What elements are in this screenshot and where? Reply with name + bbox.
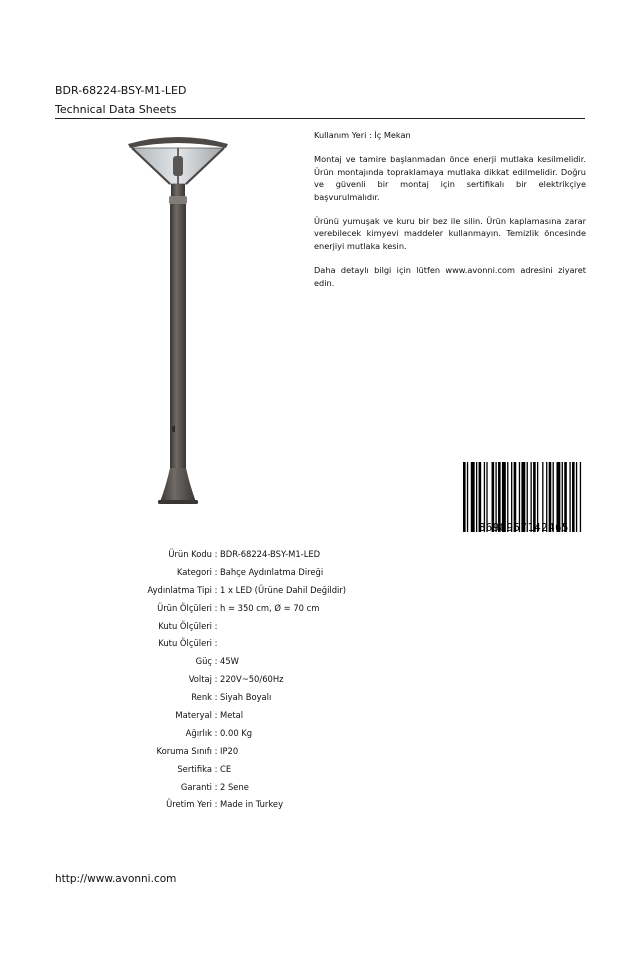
spec-row: [60, 706, 480, 724]
spec-separator: :: [214, 692, 218, 703]
spec-value: 2 Sene: [220, 781, 249, 792]
spec-label: Kutu Ölçüleri: [158, 620, 212, 631]
spec-label: Renk: [191, 692, 212, 703]
barcode-number: 8698957142465: [479, 522, 569, 534]
spec-separator: :: [214, 638, 218, 649]
spec-label: Kategori: [176, 566, 212, 577]
spec-label: Kutu Ölçüleri: [158, 638, 212, 649]
spec-label: Materyal: [175, 709, 212, 720]
spec-label: Voltaj: [188, 674, 212, 685]
spec-row: [60, 581, 480, 599]
spec-value: BDR-68224-BSY-M1-LED: [220, 548, 321, 559]
spec-row: [60, 688, 480, 706]
spec-separator: :: [214, 763, 218, 774]
spec-row: [60, 778, 480, 796]
spec-separator: :: [214, 656, 218, 667]
spec-separator: :: [214, 709, 218, 720]
spec-value: Bahçe Aydınlatma Direği: [220, 566, 324, 577]
header-divider: [55, 118, 585, 119]
document-header: [55, 84, 585, 117]
spec-value: Metal: [220, 709, 244, 720]
usage-location: Kullanım Yeri : İç Mekan: [314, 130, 411, 140]
spec-value: 0.00 Kg: [220, 727, 253, 738]
cleaning-paragraph: Ürünü yumuşak ve kuru bir bez ile silin. Ürün kaplamasına zarar verebilecek kimyevi maddeler kullanmayın. Temizlik öncesinde enerjiyi mutlaka kesin.: [314, 216, 586, 251]
lamp-base: [160, 468, 196, 502]
spec-value: Made in Turkey: [220, 799, 284, 810]
spec-label: Güç: [195, 656, 212, 667]
spec-value: Siyah Boyalı: [220, 692, 272, 703]
spec-separator: :: [214, 799, 218, 810]
document-subtitle: Technical Data Sheets: [55, 103, 177, 116]
footer-website-url: http://www.avonni.com: [55, 873, 177, 885]
spec-separator: :: [214, 781, 218, 792]
spec-label: Ağırlık: [185, 727, 212, 738]
spec-row: [60, 742, 480, 760]
spec-value: h = 350 cm, Ø = 70 cm: [220, 602, 320, 613]
spec-table: [60, 545, 480, 813]
spec-label: Aydınlatma Tipi: [147, 584, 212, 595]
spec-separator: :: [214, 602, 218, 613]
spec-row: [60, 617, 480, 635]
spec-separator: :: [214, 745, 218, 756]
spec-label: Üretim Yeri: [166, 799, 212, 810]
spec-row: [60, 724, 480, 742]
spec-label: Garanti: [180, 781, 212, 792]
spec-label: Koruma Sınıfı: [156, 745, 212, 756]
spec-label: Sertifika: [177, 763, 212, 774]
spec-separator: :: [214, 674, 218, 685]
spec-label: Ürün Kodu: [168, 548, 212, 559]
spec-value: CE: [220, 763, 232, 774]
spec-row: [60, 652, 480, 670]
spec-row: [60, 563, 480, 581]
product-image: [124, 130, 232, 508]
spec-value: 1 x LED (Ürüne Dahil Değildir): [220, 584, 347, 595]
spec-value: 220V~50/60Hz: [220, 674, 284, 685]
usage-info: [314, 129, 586, 301]
website-paragraph: Daha detaylı bilgi için lütfen www.avonni.com adresini ziyaret edin.: [314, 265, 586, 288]
spec-label: Ürün Ölçüleri: [157, 602, 212, 613]
lamp-cap: [128, 137, 228, 148]
spec-value: 45W: [220, 656, 239, 667]
spec-row: [60, 634, 480, 652]
spec-value: IP20: [220, 745, 239, 756]
spec-separator: :: [214, 620, 218, 631]
lamp-neck: [171, 184, 185, 198]
spec-row: [60, 545, 480, 563]
spec-separator: :: [214, 548, 218, 559]
spec-separator: :: [214, 566, 218, 577]
safety-paragraph: Montaj ve tamire başlanmadan önce enerji mutlaka kesilmelidir. Ürün montajında topraklamaya mutlaka dikkat edilmelidir. Doğru ve güvenli bir montaj için sertifikalı bir elektrikçiye başvurulmalıdır.: [314, 154, 586, 202]
spec-row: [60, 670, 480, 688]
spec-separator: :: [214, 727, 218, 738]
spec-row: [60, 599, 480, 617]
product-code-title: BDR-68224-BSY-M1-LED: [55, 84, 187, 97]
spec-row: [60, 760, 480, 778]
spec-row: [60, 795, 480, 813]
spec-separator: :: [214, 584, 218, 595]
